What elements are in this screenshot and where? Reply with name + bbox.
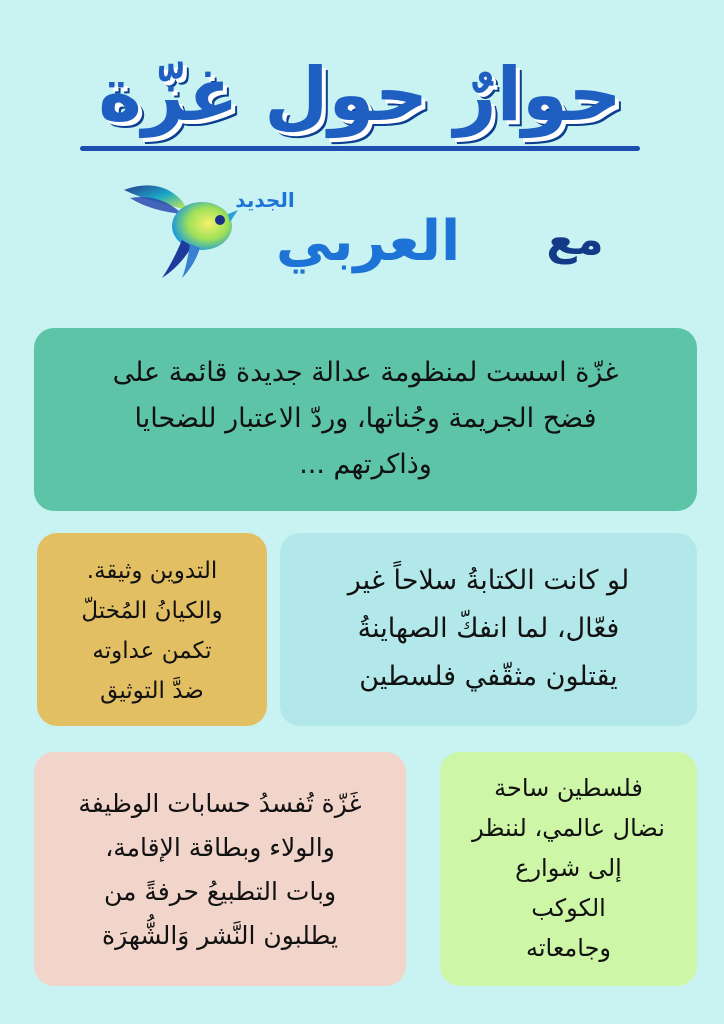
- card-line: فضح الجريمة وجُناتها، وردّ الاعتبار للضحايا: [134, 403, 597, 434]
- brand-sub-label: الجديد: [235, 188, 295, 212]
- brand-row: [110, 180, 630, 290]
- card-line: يقتلون مثقّفي فلسطين: [359, 661, 618, 692]
- brand-name: العربي: [275, 209, 461, 274]
- card-line: نضال عالمي، لننظر: [472, 814, 665, 842]
- quote-card-normalization: [34, 752, 406, 986]
- quote-card-global-struggle: [440, 752, 697, 986]
- card-line: يطلبون النَّشر وَالشُّهرَة: [101, 921, 338, 950]
- card-line: وجامعاته: [525, 934, 612, 962]
- quote-card-writing: [280, 533, 697, 726]
- card-line: تكمن عداوته: [92, 638, 212, 664]
- card-line: ضدَّ التوثيق: [100, 678, 204, 704]
- card-line: غَزّة تُفسدُ حسابات الوظيفة: [78, 789, 362, 818]
- quote-card-justice: [34, 328, 697, 511]
- quote-card-documentation: [37, 533, 267, 726]
- card-line: فعّال، لما انفكّ الصهاينةُ: [357, 613, 620, 644]
- card-line: وذاكرتهم ...: [299, 449, 432, 480]
- card-line: لو كانت الكتابةُ سلاحاً غير: [347, 565, 630, 596]
- card-line: التدوين وثيقة.: [86, 558, 218, 584]
- card-line: إلى شوارع: [515, 854, 622, 882]
- card-line: فلسطين ساحة: [494, 774, 643, 802]
- card-line: الكوكب: [531, 894, 606, 922]
- title-underline: [80, 146, 640, 151]
- card-line: والولاء وبطاقة الإقامة،: [105, 833, 335, 862]
- card-line: والكيانُ المُختلّ: [81, 598, 223, 624]
- page-title: حوارٌ حول غزّة: [98, 52, 622, 138]
- card-line: غزّة اسست لمنظومة عدالة جديدة قائمة على: [112, 357, 619, 388]
- card-line: وبات التطبيعُ حرفةً من: [103, 877, 337, 906]
- with-label: مع: [546, 214, 604, 265]
